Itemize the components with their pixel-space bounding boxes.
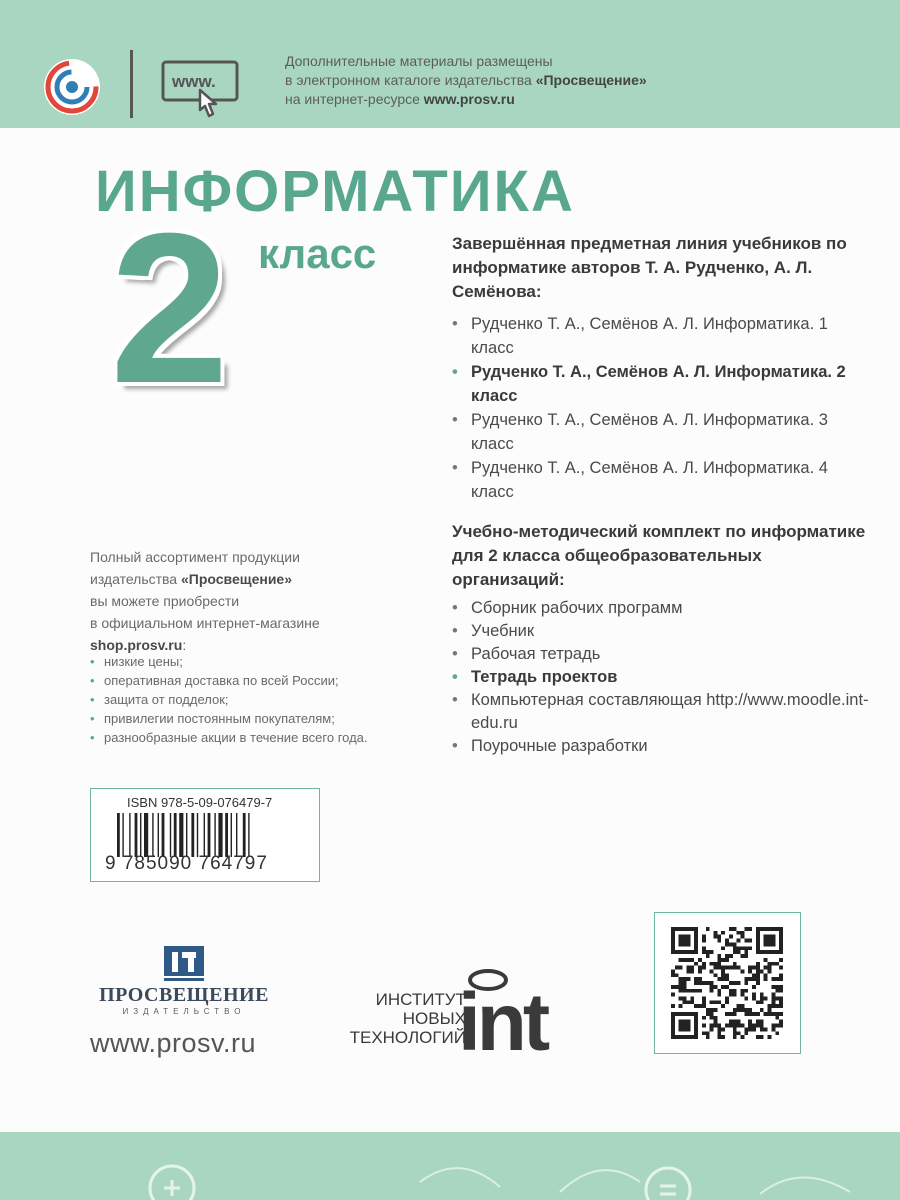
int-line: ТЕХНОЛОГИЙ xyxy=(349,1028,466,1047)
qr-code-box xyxy=(654,912,801,1054)
shop-line: Полный ассортимент продукции xyxy=(90,549,300,565)
top-divider xyxy=(130,50,133,118)
top-notice-publisher: «Просвещение» xyxy=(535,72,647,88)
decorative-pattern-icon xyxy=(0,1132,900,1200)
grade-word: класс xyxy=(258,230,377,277)
top-notice-url: www.prosv.ru xyxy=(423,91,515,107)
svg-text:www.: www. xyxy=(172,72,216,91)
list-item: • оперативная доставка по всей России; xyxy=(90,671,420,690)
kit-list xyxy=(452,597,872,758)
int-line: НОВЫХ xyxy=(402,1009,466,1028)
publisher-logo-icon xyxy=(40,55,104,119)
kit-heading: Учебно-методический комплект по информатике для 2 класса общеобразовательных организаций: xyxy=(452,522,866,589)
list-item: • Поурочные разработки xyxy=(452,735,872,758)
top-notice-line3 xyxy=(285,90,705,109)
book-list xyxy=(452,312,872,504)
int-institute-name xyxy=(342,990,466,1047)
shop-line-text: издательства xyxy=(90,571,181,587)
publisher-url: www.prosv.ru xyxy=(90,1028,257,1058)
int-logo-icon xyxy=(458,966,566,1056)
top-notice-line2-text: в электронном каталоге издательства xyxy=(285,72,536,88)
shop-publisher: «Просвещение» xyxy=(181,571,292,587)
list-item: • защита от подделок; xyxy=(90,690,420,709)
list-item: • Сборник рабочих программ xyxy=(452,597,872,620)
shop-url: shop.prosv.ru xyxy=(90,637,183,653)
list-item: • разнообразные акции в течение всего года. xyxy=(90,728,420,747)
top-notice-line2 xyxy=(285,71,705,90)
shop-line: вы можете приобрести xyxy=(90,593,240,609)
qr-code-icon xyxy=(671,927,783,1039)
list-item: • Компьютерная составляющая http://www.moodle.int-edu.ru xyxy=(452,689,872,735)
top-notice-line1: Дополнительные материалы размещены xyxy=(285,53,553,69)
line-heading: Завершённая предметная линия учебников по информатике авторов Т. А. Рудченко, А. Л. Семёнова: xyxy=(452,234,847,301)
bottom-banner xyxy=(0,1132,900,1200)
list-item: • Рудченко Т. А., Семёнов А. Л. Информатика. 4 класс xyxy=(452,456,872,504)
shop-line-suffix: : xyxy=(182,637,187,653)
list-item-current: • Тетрадь проектов xyxy=(452,666,872,689)
list-item: • привилегии постоянным покупателям; xyxy=(90,709,420,728)
top-notice-line3-text: на интернет-ресурсе xyxy=(285,91,424,107)
isbn-label: ISBN 978-5-09-076479-7 xyxy=(127,795,273,810)
list-item: • низкие цены; xyxy=(90,652,420,671)
www-cursor-icon xyxy=(160,56,242,126)
isbn-box xyxy=(90,788,320,882)
shop-line xyxy=(90,568,420,590)
subject-title: ИНФОРМАТИКА xyxy=(95,159,575,224)
book-emblem-icon xyxy=(162,944,206,984)
int-line: ИНСТИТУТ xyxy=(375,990,466,1009)
shop-text xyxy=(90,546,420,656)
perks-list xyxy=(90,652,420,747)
shop-line: в официальном интернет-магазине xyxy=(90,615,320,631)
list-item-current: • Рудченко Т. А., Семёнов А. Л. Информатика. 2 класс xyxy=(452,360,872,408)
svg-text:int: int xyxy=(458,977,547,1056)
list-item: • Учебник xyxy=(452,620,872,643)
list-item: • Рудченко Т. А., Семёнов А. Л. Информатика. 3 класс xyxy=(452,408,872,456)
list-item: • Рабочая тетрадь xyxy=(452,643,872,666)
publisher-name: ПРОСВЕЩЕНИЕ xyxy=(99,984,269,1006)
grade-number: 2 xyxy=(110,189,230,428)
top-notice xyxy=(285,52,705,109)
list-item: • Рудченко Т. А., Семёнов А. Л. Информатика. 1 класс xyxy=(452,312,872,360)
barcode-icon xyxy=(117,813,307,857)
publisher-sub: ИЗДАТЕЛЬСТВО xyxy=(122,1007,246,1016)
isbn-digits: 9 785090 764797 xyxy=(105,853,268,874)
